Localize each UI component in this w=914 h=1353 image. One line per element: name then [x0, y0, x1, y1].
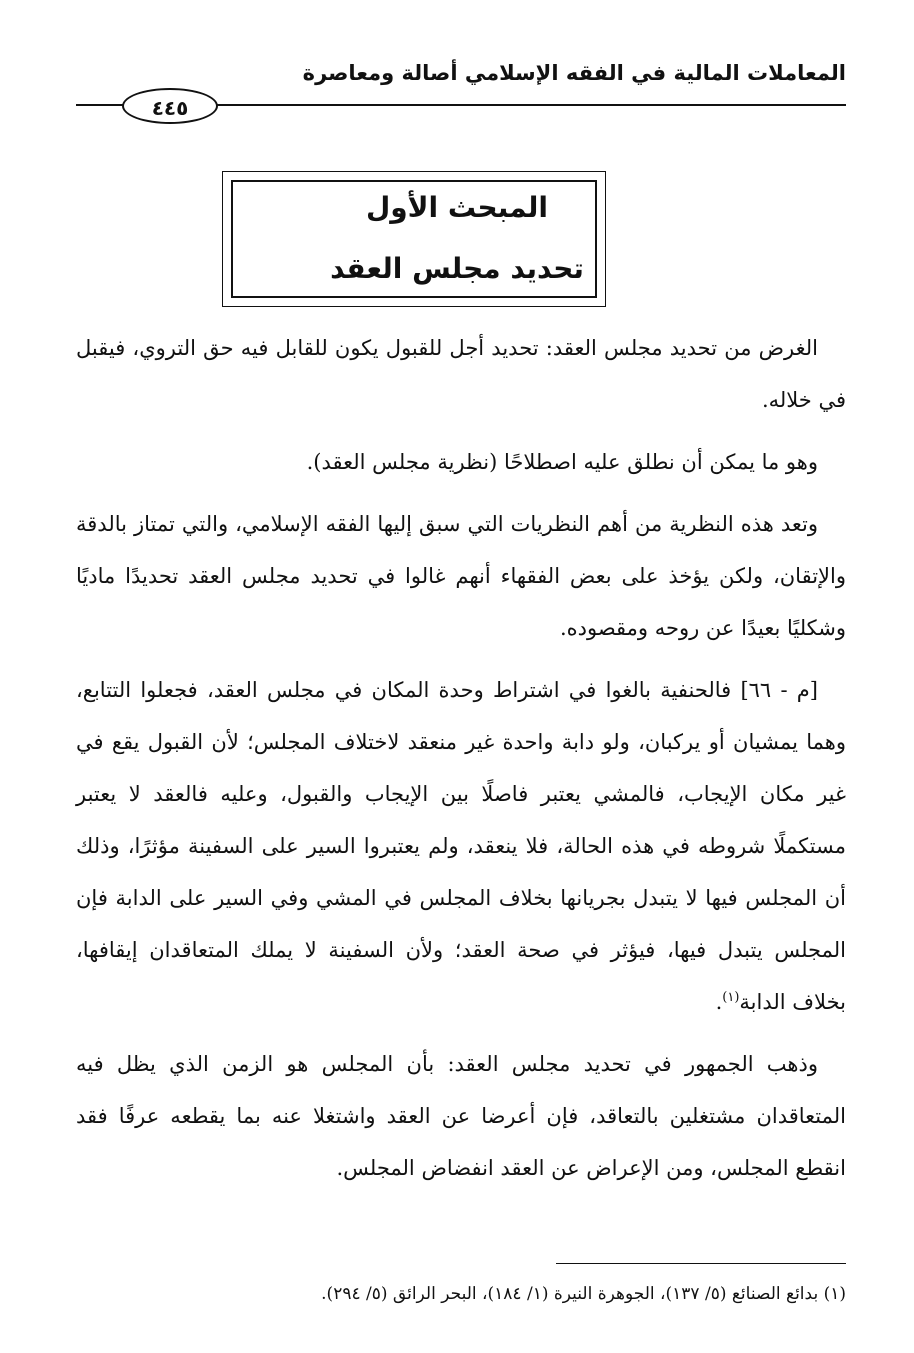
body-text — [76, 322, 846, 1194]
running-header-title: المعاملات المالية في الفقه الإسلامي أصالة ومعاصرة — [302, 61, 846, 85]
footnote: (١) بدائع الصنائع (٥/ ١٣٧)، الجوهرة النيرة (١/ ١٨٤)، البحر الرائق (٥/ ٢٩٤). — [321, 1284, 846, 1304]
paragraph-5: وذهب الجمهور في تحديد مجلس العقد: بأن المجلس هو الزمن الذي يظل فيه المتعاقدان مشتغلين بالتعاقد، فإن أعرضا عن العقد واشتغلا عنه بما يقطعه عرفًا فقد انقطع المجلس، ومن الإعراض عن العقد انفضاض المجلس. — [76, 1052, 846, 1180]
page-number: ٤٤٥ — [122, 88, 218, 124]
paragraph-2: وهو ما يمكن أن نطلق عليه اصطلاحًا (نظرية مجلس العقد). — [306, 450, 818, 474]
paragraph-4-end: . — [715, 990, 723, 1014]
paragraph-3: وتعد هذه النظرية من أهم النظريات التي سبق إليها الفقه الإسلامي، والتي تمتاز بالدقة والإتقان، ولكن يؤخذ على بعض الفقهاء أنهم غالوا في تحديد مجلس العقد تحديدًا ماديًا وشكليًا بعيدًا عن روحه ومقصوده. — [76, 512, 846, 640]
paragraph-4 — [76, 664, 846, 1028]
footnote-rule — [556, 1263, 846, 1264]
section-title-line-1: المبحث الأول — [365, 191, 549, 224]
footnote-reference: (١) — [722, 990, 740, 1005]
paragraph-4-text: [م - ٦٦] فالحنفية بالغوا في اشتراط وحدة المكان في مجلس العقد، فجعلوا التتابع، وهما يمشيان أو يركبان، ولو دابة واحدة غير منعقد لاختلاف المجلس؛ لأن القبول يقع في غير مكان الإيجاب، فالمشي يعتبر فاصلًا بين الإيجاب والقبول، وعليه فالعقد لا يعتبر مستكملًا شروطه في هذه الحالة، فلا ينعقد، ولم يعتبروا السير على السفينة مؤثرًا، وذلك أن المجلس فيها لا يتبدل بجريانها بخلاف المجلس في المشي وفي السير على الدابة فإن المجلس يتبدل فيها، فيؤثر في صحة العقد؛ ولأن السفينة لا يملك المتعاقدان إيقافها، بخلاف الدابة — [76, 678, 846, 1014]
paragraph-1: الغرض من تحديد مجلس العقد: تحديد أجل للقبول يكون للقابل فيه حق التروي، فيقبل في خلاله. — [76, 336, 846, 412]
section-title-line-2: تحديد مجلس العقد — [330, 252, 584, 285]
